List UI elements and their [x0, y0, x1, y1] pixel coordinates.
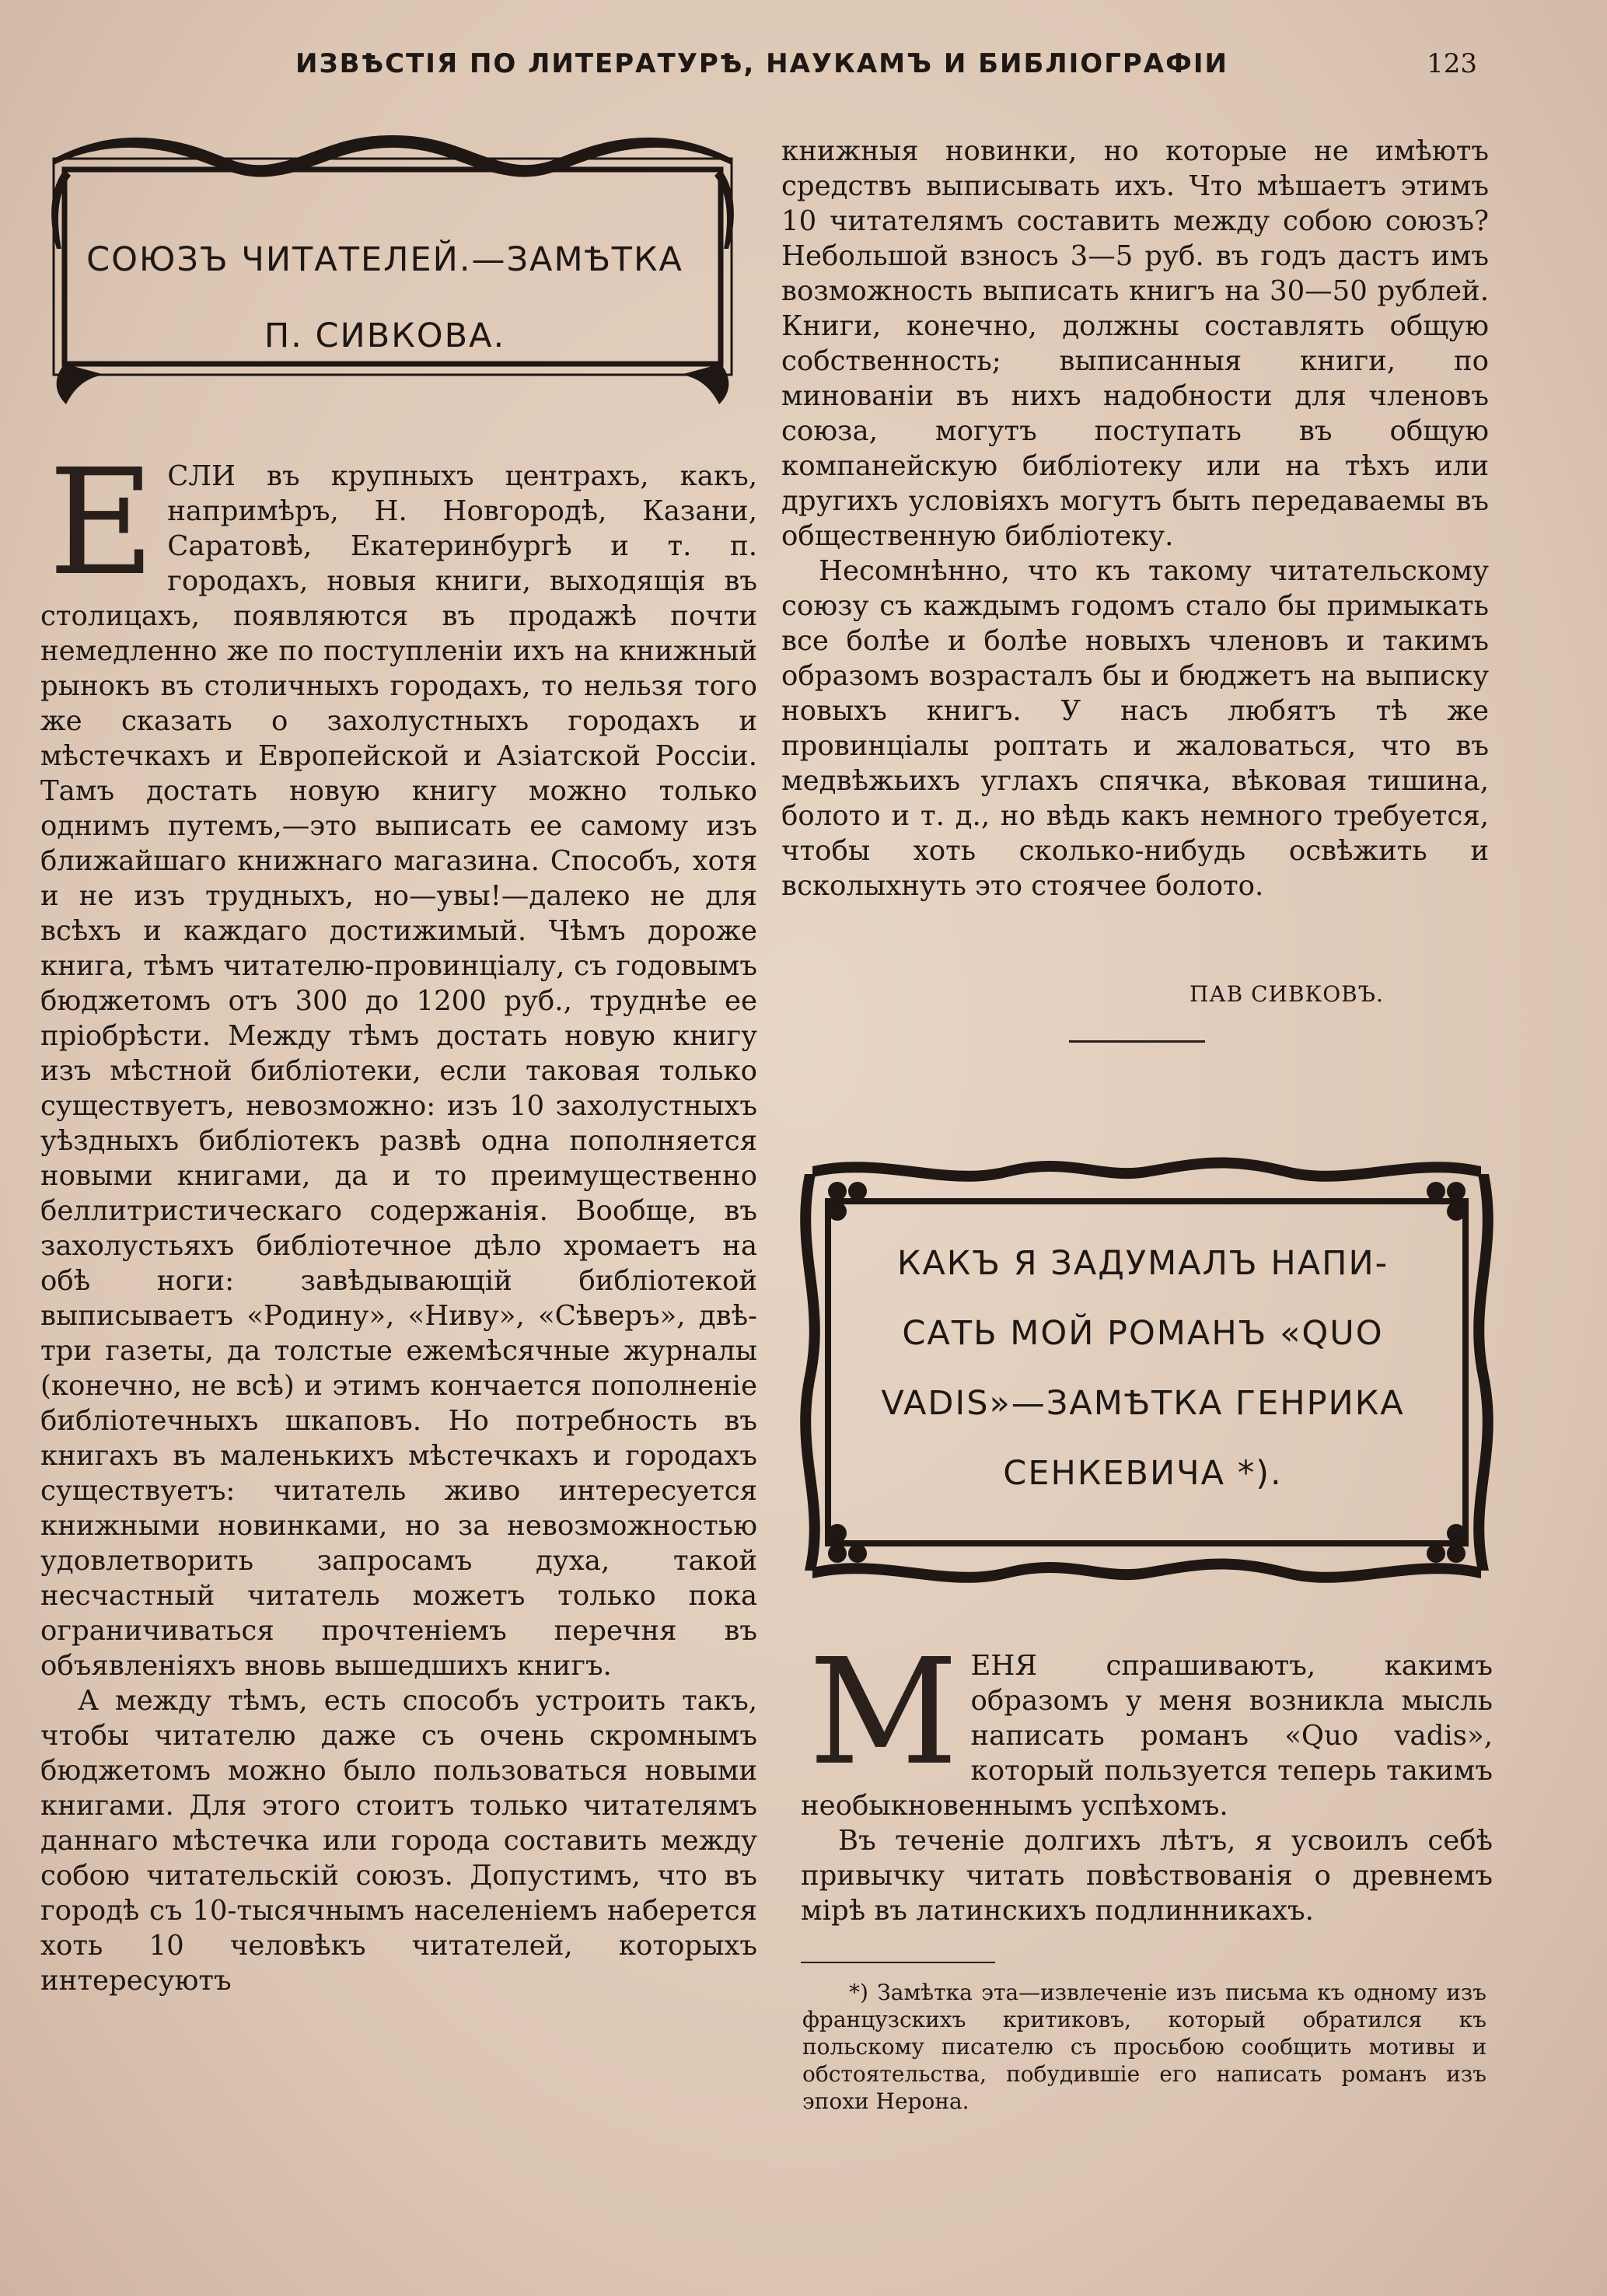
article2-p2-text: Въ теченіе долгихъ лѣтъ, я усвоилъ себѣ привычку читать повѣствованія о древнемъ мірѣ въ латинскихъ подлинникахъ. [801, 1825, 1493, 1927]
article2-title-line2: САТЬ МОЙ РОМАНЪ «QUO [902, 1314, 1384, 1353]
article2-dropcap: М [809, 1627, 959, 1798]
section-divider [1069, 1040, 1205, 1043]
article1-paragraph-4 [781, 554, 1489, 903]
article1-title-line2: П. СИВКОВА. [264, 316, 506, 355]
article1-p3-text: книжныя новинки, но которые не имѣютъ средствъ выписывать ихъ. Что мѣшаетъ этимъ 10 читателямъ составить между собою союзъ? Небольшой взносъ 3—5 руб. въ годъ дастъ имъ возможность выписать книгъ на 30—50 рублей. Книги, конечно, должны составлять общую собственность; выписанныя книги, по минованіи въ нихъ надобности для членовъ союза, могутъ поступать въ общую компанейскую библіотеку или на тѣхъ или другихъ условіяхъ могутъ быть передаваемы въ общественную библіотеку. [781, 135, 1489, 552]
right-column-top [781, 134, 1489, 903]
running-title: ИЗВѢСТІЯ ПО ЛИТЕРАТУРѢ, НАУКАМЪ И БИБЛІОГРАФІИ [295, 48, 1228, 79]
article2-title-line3: VADIS»—ЗАМѢТКА ГЕНРИКА [881, 1384, 1405, 1423]
footnote [802, 1979, 1486, 2115]
author-signature: ПАВ СИВКОВЪ. [1190, 981, 1384, 1007]
article1-paragraph-2 [40, 1683, 757, 1998]
article1-p4-text: Несомнѣнно, что къ такому читательскому союзу съ каждымъ годомъ стало бы примыкать все болѣе и болѣе новыхъ членовъ и такимъ образомъ возрасталъ бы и бюджетъ на выписку новыхъ книгъ. У насъ любятъ тѣ же провинціалы роптать и жаловаться, что въ медвѣжьихъ углахъ спячка, вѣковая тишина, болото и т. д., но вѣдь какъ немного требуется, чтобы хоть сколько-нибудь освѣжить и всколыхнуть это стоячее болото. [781, 555, 1489, 902]
article2-title [855, 1228, 1431, 1508]
left-column [40, 438, 757, 1998]
article2-title-line4: СЕНКЕВИЧА *). [1003, 1454, 1283, 1493]
page-number: 123 [1427, 48, 1477, 79]
article1-p2-text: А между тѣмъ, есть способъ устроить такъ, чтобы читателю даже съ очень скромнымъ бюджетомъ можно было пользоваться новыми книгами. Для этого стоитъ только читателямъ даннаго мѣстечка или города составить между собою читательскій союзъ. Допустимъ, что въ городѣ съ 10-тысячнымъ населеніемъ наберется хоть 10 человѣкъ читателей, которыхъ интересуютъ [40, 1685, 757, 1997]
article1-title [66, 222, 704, 374]
article2-paragraph-2 [801, 1823, 1493, 1928]
footnote-text: *) Замѣтка эта—извлеченіе изъ письма къ одному изъ французскихъ критиковъ, который обратился къ польскому писателю съ просьбою сообщить мотивы и обстоятельства, побудившіе его написать романъ изъ эпохи Нерона. [802, 1980, 1486, 2114]
article1-p1-text: СЛИ въ крупныхъ центрахъ, какъ, напримѣръ, Н. Новгородѣ, Казани, Саратовѣ, Екатеринбургѣ и т. п. городахъ, новыя книги, выходящія въ столицахъ, появляются въ продажѣ почти немедленно же по поступленіи ихъ на книжный рынокъ въ столичныхъ городахъ, то нельзя того же сказать о захолустныхъ городахъ и мѣстечкахъ и Европейской и Азіатской Россіи. Тамъ достать новую книгу можно только однимъ путемъ,—это выписать ее самому изъ ближайшаго книжнаго магазина. Способъ, хотя и не изъ трудныхъ, но—увы!—далеко не для всѣхъ и каждаго достижимый. Чѣмъ дороже книга, тѣмъ читателю-провинціалу, съ годовымъ бюджетомъ отъ 300 до 1200 руб., труднѣе ее пріобрѣсти. Между тѣмъ достать новую книгу изъ мѣстной библіотеки, если таковая только существуетъ, невозможно: изъ 10 захолустныхъ уѣздныхъ библіотекъ развѣ одна пополняется новыми книгами, да и то преимущественно беллитристическаго содержанія. Вообще, въ захолустьяхъ библіотечное дѣло хромаетъ на обѣ ноги: завѣдывающій библіотекой выписываетъ «Родину», «Ниву», «Сѣверъ», двѣ-три газеты, да толстые ежемѣсячные журналы (конечно, не всѣ) и этимъ кончается пополненіе библіотечныхъ шкаповъ. Но потребность въ книгахъ въ маленькихъ мѣстечкахъ и городахъ существуетъ: читатель живо интересуется книжными новинками, но за невозможностью удовлетворить запросамъ духа, такой несчастный читатель можетъ только пока ограничиваться прочтеніемъ перечня въ объявленіяхъ вновь вышедшихъ книгъ. [40, 460, 757, 1682]
article1-paragraph-1 [40, 438, 757, 1683]
footnote-rule [801, 1962, 995, 1963]
article1-title-line1: СОЮЗЪ ЧИТАТЕЛЕЙ.—ЗАМѢТКА [86, 240, 683, 279]
article1-dropcap: Е [48, 438, 155, 608]
right-column-bottom [801, 1627, 1493, 1928]
article1-paragraph-3 [781, 134, 1489, 554]
article2-title-line1: КАКЪ Я ЗАДУМАЛЪ НАПИ- [896, 1244, 1389, 1283]
article2-paragraph-1 [801, 1627, 1493, 1823]
article2-p1-text: ЕНЯ спрашиваютъ, какимъ образомъ у меня возникла мысль написать романъ «Quo vadis», который пользуется теперь такимъ необыкновеннымъ успѣхомъ. [801, 1650, 1493, 1822]
